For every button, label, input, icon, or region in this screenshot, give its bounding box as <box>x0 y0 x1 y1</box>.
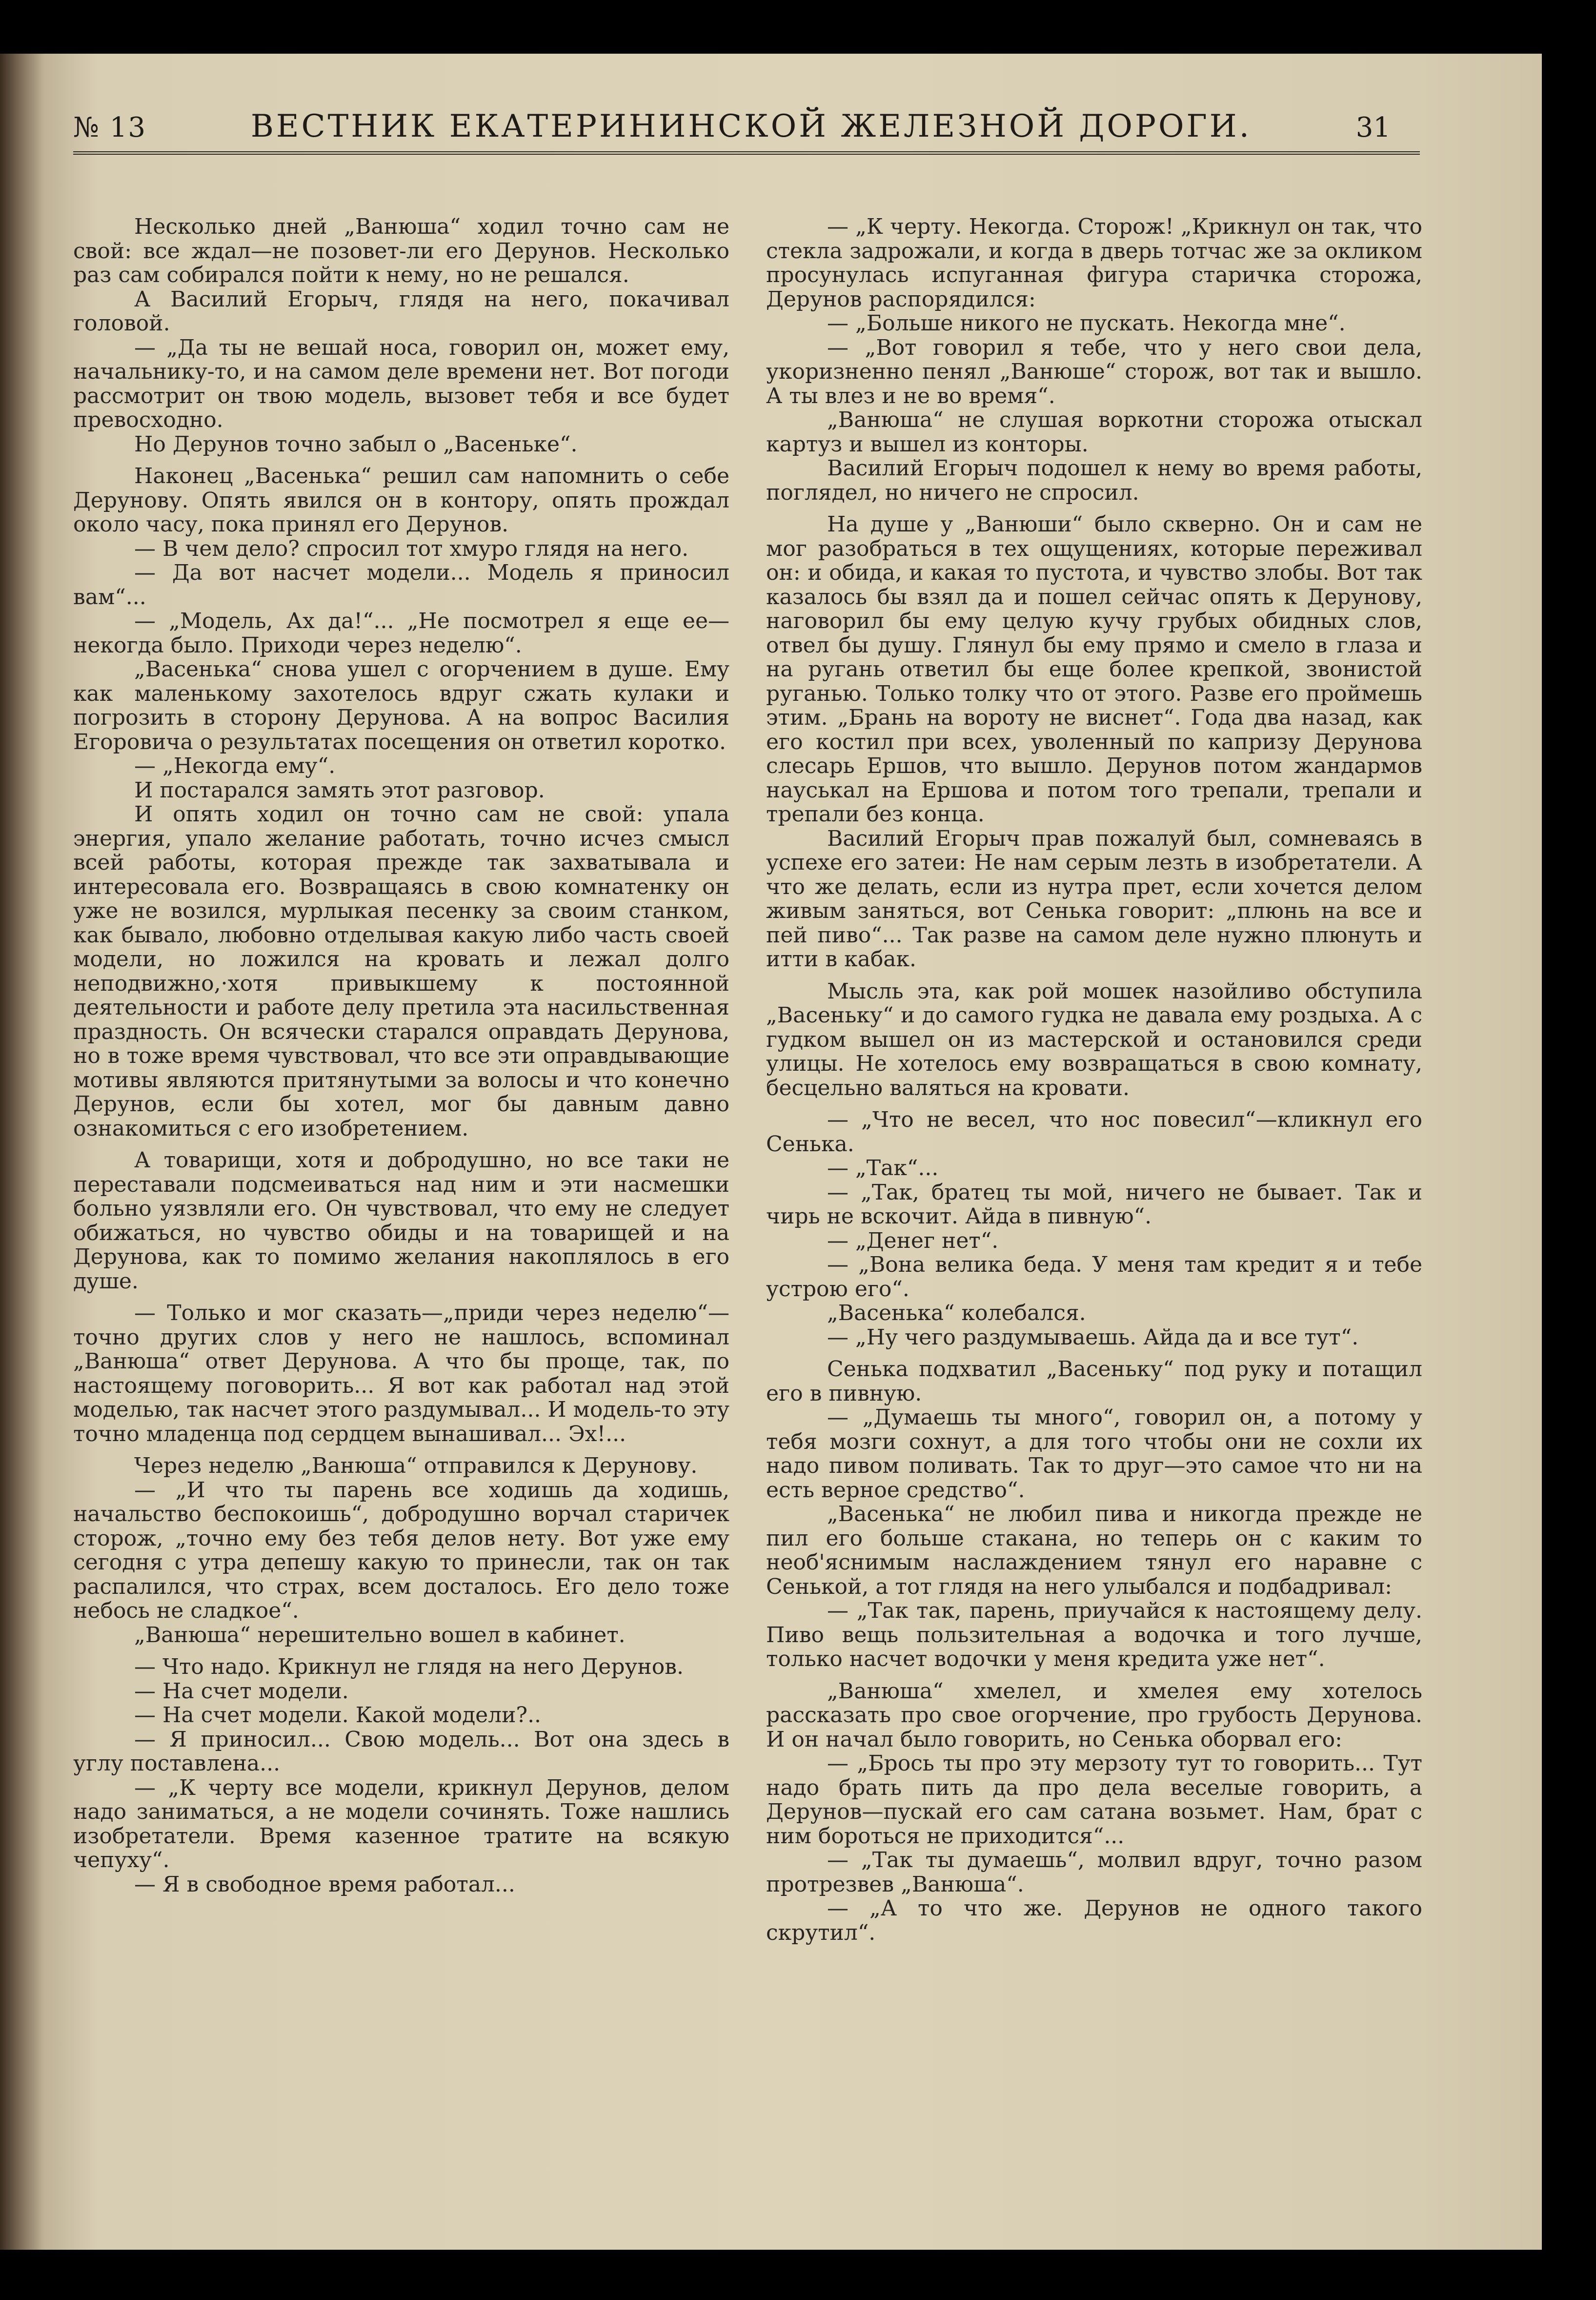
paragraph: — „И что ты парень все ходишь да ходишь, начальство беспокоишь“, добродушно ворчал старичек сторож, „точно ему без тебя делов нету. Вот уже ему сегодня с утра депешу какую то принесли, так он так распалился, что страх, всем досталось. Его дело тоже небось не сладкое“. <box>73 1477 729 1623</box>
paragraph: — „Так, братец ты мой, ничего не бывает. Так и чирь не вскочит. Айда в пивную“. <box>766 1180 1422 1229</box>
left-column <box>73 215 729 1896</box>
paragraph: — В чем дело? спросил тот хмуро глядя на него. <box>134 536 689 561</box>
paragraph: Мысль эта, как рой мошек назойливо обступила „Васеньку“ и до самого гудка не давала ему роздыха. А с гудком вышел он из мастерской и остановился среди улицы. Не хотелось ему возвращаться в свою комнату, бесцельно валяться на кровати. <box>766 978 1422 1100</box>
right-column <box>766 215 1422 1945</box>
paragraph: — „К черту. Некогда. Сторож! „Крикнул он так, что стекла задрожали, и когда в дверь тотчас же за окликом просунулась испуганная фигура старичка сторожа, Дерунов распорядился: <box>766 214 1422 312</box>
paragraph: Несколько дней „Ванюша“ ходил точно сам не свой: все ждал—не позовет-ли его Дерунов. Несколько раз сам собирался пойти к нему, но не решался. <box>73 214 729 287</box>
paragraph: — „Так так, парень, приучайся к настоящему делу. Пиво вещь пользительная а водочка и того лучше, только насчет водочки у меня кредита уже нет“. <box>766 1598 1422 1671</box>
paragraph: — Я в свободное время работал... <box>134 1872 515 1897</box>
paragraph: — „Так“... <box>827 1156 939 1181</box>
paragraph: „Ванюша“ хмелел, и хмелея ему хотелось рассказать про свое огорчение, про грубость Дерунова. И он начал было говорить, но Сенька оборвал его: <box>766 1678 1422 1752</box>
paragraph: А Василий Егорыч, глядя на него, покачивал головой. <box>73 286 729 336</box>
paragraph: Василий Егорыч подошел к нему во время работы, поглядел, но ничего не спросил. <box>766 456 1422 505</box>
paragraph: — На счет модели. <box>134 1678 349 1704</box>
paragraph: — „Брось ты про эту мерзоту тут то говорить... Тут надо брать пить да про дела веселые говорить, а Дерунов—пускай его сам сатана возьмет. Нам, брат с ним бороться не приходится“... <box>766 1751 1422 1849</box>
paragraph: — „Думаешь ты много“, говорил он, а потому у тебя мозги сохнут, а для того чтобы они не сохли их надо пивом поливать. Так то друг—это самое что ни на есть верное средство“. <box>766 1405 1422 1503</box>
paragraph: — Что надо. Крикнул не глядя на него Дерунов. <box>134 1654 684 1679</box>
paragraph: — „Да ты не вешай носа, говорил он, может ему, начальнику-то, и на самом деле времени нет. Вот погоди рассмотрит он твою модель, вызовет тебя и все будет превосходно. <box>73 335 729 432</box>
paragraph: И опять ходил он точно сам не свой: упала энергия, упало желание работать, точно исчез смысл всей работы, которая прежде так захватывала и интересовала его. Возвращаясь в свою комнатенку он уже не возился, мурлыкая песенку за своим станком, как бывало, любовно отделывая какую либо часть своей модели, но ложился на кровать и лежал долго неподвижно,·хотя привыкшему к постоянной деятельности и работе делу претила эта насильственная праздность. Он всячески старался оправдать Дерунова, но в тоже время чувствовал, что все эти оправдывающие мотивы являются притянутыми за волосы и что конечно Дерунов, если бы хотел, мог бы давным давно ознакомиться с его изобретением. <box>73 802 729 1141</box>
paragraph: — „А то что же. Дерунов не одного такого скрутил“. <box>766 1896 1422 1945</box>
paragraph: — Только и мог сказать—„приди через неделю“—точно других слов у него не нашлось, вспоминал „Ванюша“ ответ Дерунова. А что бы проще, так, по настоящему поговорить... Я вот как работал над этой моделью, так насчет этого раздумывал... И модель-то эту точно младенца под сердцем вынашивал... Эх!... <box>73 1301 729 1446</box>
page-header <box>73 98 1420 155</box>
paragraph: — „К черту все модели, крикнул Дерунов, делом надо заниматься, а не модели сочинять. Тоже нашлись изобретатели. Время казенное тратите на всякую чепуху“. <box>73 1775 729 1873</box>
paragraph: „Ванюша“ не слушая воркотни сторожа отыскал картуз и вышел из конторы. <box>766 407 1422 457</box>
paragraph: Но Дерунов точно забыл о „Васеньке“. <box>134 431 578 457</box>
paragraph: — „Больше никого не пускать. Некогда мне“. <box>827 311 1346 336</box>
issue-number: № 13 <box>73 112 147 143</box>
paragraph: „Васенька“ снова ушел с огорчением в душе. Ему как маленькому захотелось вдруг сжать кулаки и погрозить в сторону Дерунова. А на вопрос Василия Егоровича о результатах посещения он ответил коротко. <box>73 657 729 754</box>
paragraph: — „Вот говорил я тебе, что у него свои дела, укоризненно пенял „Ванюше“ сторож, вот так и вышло. А ты влез и не во время“. <box>766 335 1422 408</box>
paragraph: Наконец „Васенька“ решил сам напомнить о себе Дерунову. Опять явился он в контору, опять прождал около часу, пока принял его Дерунов. <box>73 464 729 537</box>
paragraph: И постарался замять этот разговор. <box>134 777 545 803</box>
journal-title: ВЕСТНИК ЕКАТЕРИНИНСКОЙ ЖЕЛЕЗНОЙ ДОРОГИ. <box>250 108 1252 144</box>
paragraph: „Васенька“ не любил пива и никогда прежде не пил его больше стакана, но теперь он с каким то необ'яснимым наслаждением тянул его наравне с Сенькой, а тот глядя на него улыбался и подбадривал: <box>766 1502 1422 1599</box>
paragraph: Василий Егорыч прав пожалуй был, сомневаясь в успехе его затеи: Не нам серым лезть в изобретатели. А что же делать, если из нутра прет, если хочется делом живым заняться, вот Сенька говорит: „плюнь на все и пей пиво“... Так разве на самом деле нужно плюнуть и итти в кабак. <box>766 826 1422 972</box>
paragraph: На душе у „Ванюши“ было скверно. Он и сам не мог разобраться в тех ощущениях, которые переживал он: и обида, и какая то пустота, и чувство злобы. Вот так казалось бы взял да и пошел сейчас опять к Дерунову, наговорил бы ему целую кучу грубых обидных слов, отвел бы душу. Глянул бы ему прямо и смело в глаза и на ругань ответил бы еще более крепкой, звонистой руганью. Только толку что от этого. Разве его проймешь этим. „Брань на вороту не виснет“. Года два назад, как его костил при всех, уволенный по капризу Дерунова слесарь Ершов, что вышло. Дерунов потом жандармов науськал на Ершова и потом того трепали, трепали и трепали без конца. <box>766 512 1422 827</box>
paragraph: — „Модель, Ах да!“... „Не посмотрел я еще ее—некогда было. Приходи через неделю“. <box>73 609 729 658</box>
page-number: 31 <box>1355 112 1391 143</box>
paragraph: — „Ну чего раздумываешь. Айда да и все тут“. <box>827 1324 1359 1350</box>
paragraph: — „Что не весел, что нос повесил“—кликнул его Сенька. <box>766 1107 1422 1157</box>
paragraph: „Ванюша“ нерешительно вошел в кабинет. <box>134 1622 626 1648</box>
paragraph: — „Денег нет“. <box>827 1228 999 1253</box>
paragraph: — Я приносил... Свою модель... Вот она здесь в углу поставлена... <box>73 1727 729 1776</box>
paragraph: Через неделю „Ванюша“ отправился к Дерунову. <box>134 1453 698 1478</box>
paragraph: „Васенька“ колебался. <box>827 1301 1086 1325</box>
paragraph: — „Вона велика беда. У меня там кредит я и тебе устрою его“. <box>766 1252 1422 1302</box>
paragraph: — „Так ты думаешь“, молвил вдруг, точно разом протрезвев „Ванюша“. <box>766 1848 1422 1897</box>
paragraph: — „Некогда ему“. <box>134 753 336 778</box>
paragraph: А товарищи, хотя и добродушно, но все таки не переставали подсмеиваться над ним и эти насмешки больно уязвляли его. Он чувствовал, что ему не следует обижаться, но чувство обиды и на товарищей и на Дерунова, как то помимо желания накоплялось в его душе. <box>73 1148 729 1294</box>
paragraph: Сенька подхватил „Васеньку“ под руку и потащил его в пивную. <box>766 1357 1422 1406</box>
paragraph: — На счет модели. Какой модели?.. <box>134 1703 542 1728</box>
paragraph: — Да вот насчет модели... Модель я приносил вам“... <box>73 560 729 610</box>
